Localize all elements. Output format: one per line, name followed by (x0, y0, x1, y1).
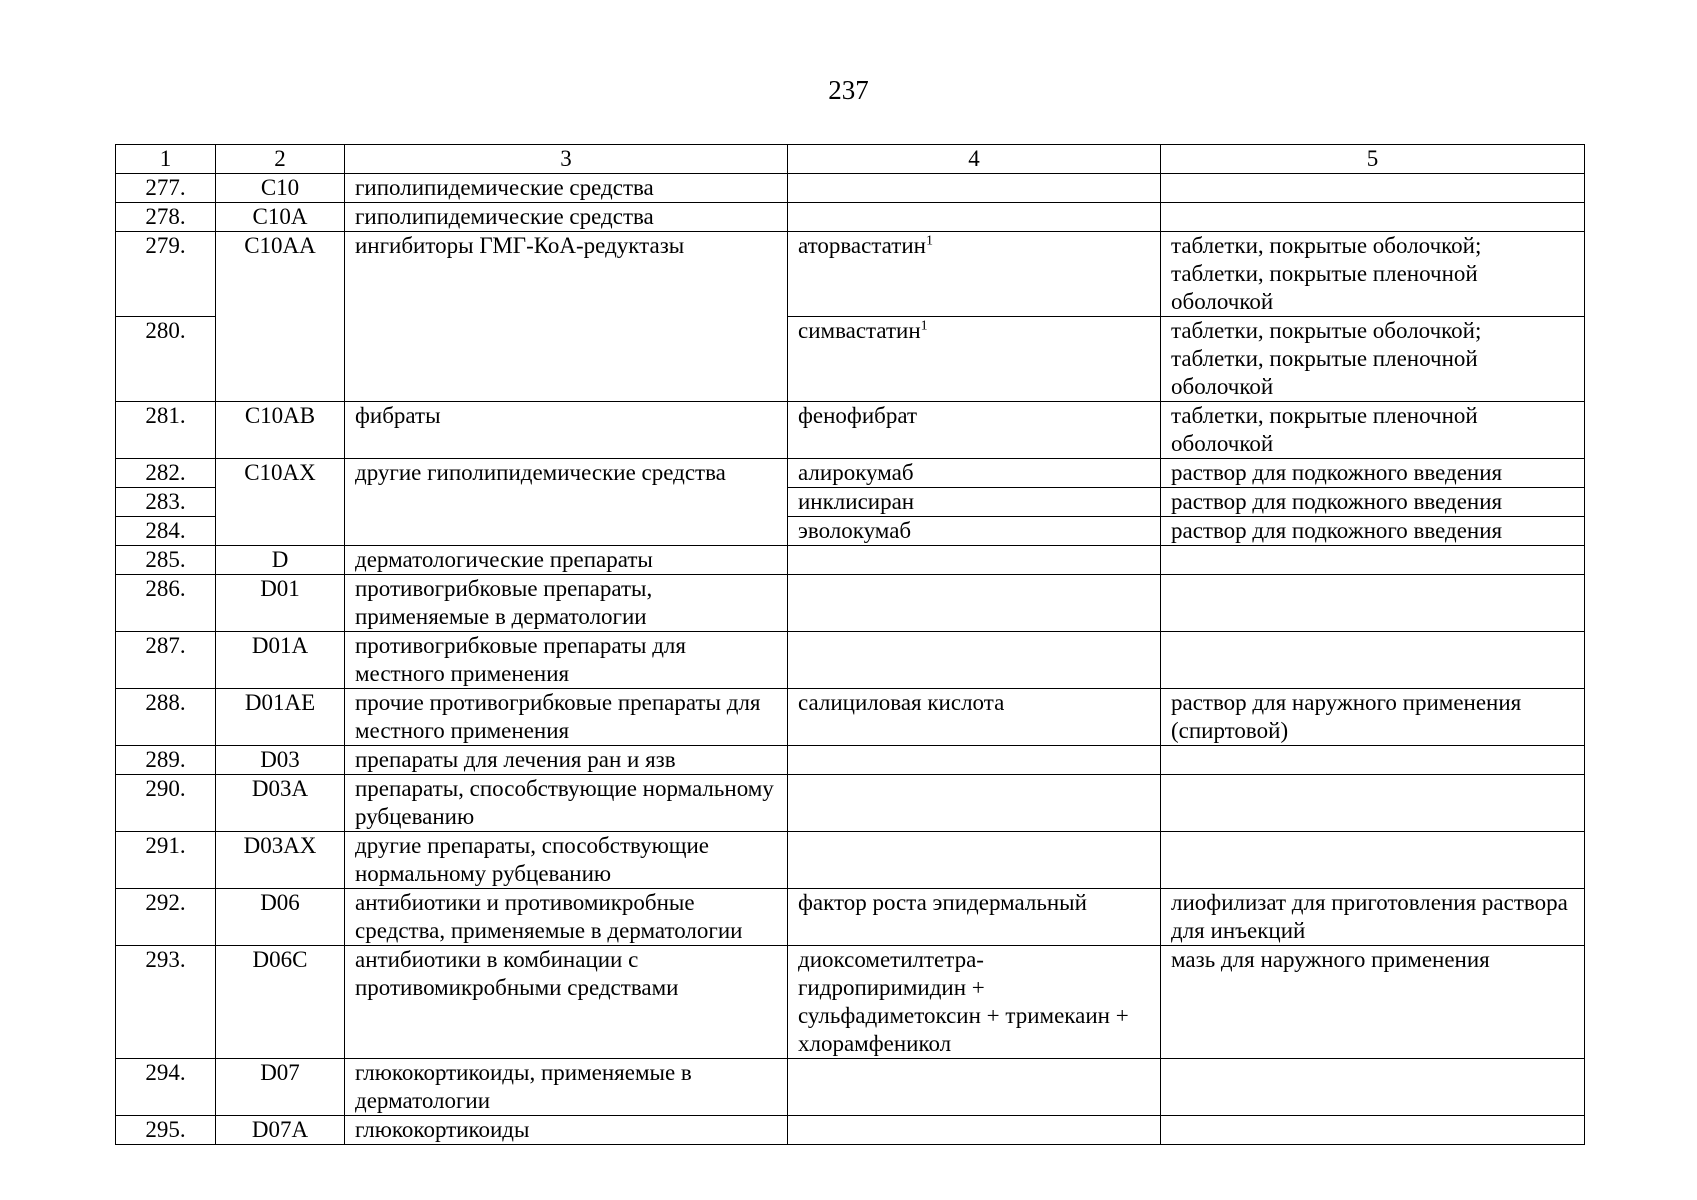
drug-name: диоксометилтетра-гидропиримидин + сульфадиметоксин + тримекаин + хлорамфеникол (788, 946, 1161, 1059)
dosage-form: раствор для подкожного введения (1161, 517, 1585, 546)
dosage-form: раствор для подкожного введения (1161, 488, 1585, 517)
atc-code: C10 (216, 174, 345, 203)
anatomical-group: противогрибковые препараты для местного применения (345, 632, 788, 689)
table-row (116, 832, 1585, 889)
table-row (116, 689, 1585, 746)
atc-code: D03A (216, 775, 345, 832)
drug-name: алирокумаб (788, 459, 1161, 488)
table-row (116, 203, 1585, 232)
drug-name: фенофибрат (788, 402, 1161, 459)
dosage-form (1161, 746, 1585, 775)
row-number: 284. (116, 517, 216, 546)
header-cell: 2 (216, 145, 345, 174)
row-number: 283. (116, 488, 216, 517)
row-number: 291. (116, 832, 216, 889)
atc-code: D06C (216, 946, 345, 1059)
drug-name (788, 1059, 1161, 1116)
dosage-form (1161, 775, 1585, 832)
anatomical-group: антибиотики в комбинации с противомикробными средствами (345, 946, 788, 1059)
drug-table (115, 144, 1585, 1145)
dosage-form (1161, 203, 1585, 232)
dosage-form: таблетки, покрытые пленочной оболочкой (1161, 402, 1585, 459)
row-number: 281. (116, 402, 216, 459)
row-number: 277. (116, 174, 216, 203)
atc-code: D01 (216, 575, 345, 632)
header-cell: 4 (788, 145, 1161, 174)
row-number: 293. (116, 946, 216, 1059)
atc-code: D06 (216, 889, 345, 946)
row-number: 295. (116, 1116, 216, 1145)
drug-name: фактор роста эпидермальный (788, 889, 1161, 946)
table-row (116, 546, 1585, 575)
table-header-row (116, 145, 1585, 174)
dosage-form: таблетки, покрытые оболочкой; таблетки, покрытые пленочной оболочкой (1161, 232, 1585, 317)
anatomical-group: противогрибковые препараты, применяемые в дерматологии (345, 575, 788, 632)
dosage-form (1161, 632, 1585, 689)
table-row (116, 946, 1585, 1059)
drug-name (788, 632, 1161, 689)
drug-name (788, 317, 1161, 402)
dosage-form (1161, 1116, 1585, 1145)
dosage-form (1161, 546, 1585, 575)
anatomical-group: препараты, способствующие нормальному рубцеванию (345, 775, 788, 832)
drug-name-text: симвастатин (798, 318, 921, 343)
table-row (116, 1059, 1585, 1116)
header-cell: 5 (1161, 145, 1585, 174)
row-number: 288. (116, 689, 216, 746)
footnote-mark: 1 (925, 233, 933, 249)
row-number: 279. (116, 232, 216, 317)
table-row (116, 232, 1585, 317)
atc-code: D (216, 546, 345, 575)
anatomical-group: антибиотики и противомикробные средства, применяемые в дерматологии (345, 889, 788, 946)
drug-name: эволокумаб (788, 517, 1161, 546)
dosage-form: лиофилизат для приготовления раствора для инъекций (1161, 889, 1585, 946)
dosage-form (1161, 174, 1585, 203)
anatomical-group: гиполипидемические средства (345, 174, 788, 203)
drug-name: салициловая кислота (788, 689, 1161, 746)
row-number: 287. (116, 632, 216, 689)
row-number: 286. (116, 575, 216, 632)
row-number: 285. (116, 546, 216, 575)
atc-code: C10AB (216, 402, 345, 459)
row-number: 289. (116, 746, 216, 775)
row-number: 292. (116, 889, 216, 946)
dosage-form (1161, 1059, 1585, 1116)
page-number: 237 (828, 75, 869, 105)
drug-name (788, 746, 1161, 775)
drug-name: инклисиран (788, 488, 1161, 517)
drug-name (788, 546, 1161, 575)
table-row (116, 1116, 1585, 1145)
anatomical-group: глюкокортикоиды (345, 1116, 788, 1145)
anatomical-group: препараты для лечения ран и язв (345, 746, 788, 775)
drug-name (788, 203, 1161, 232)
drug-name (788, 232, 1161, 317)
atc-code: C10A (216, 203, 345, 232)
anatomical-group: прочие противогрибковые препараты для местного применения (345, 689, 788, 746)
atc-code: D03AX (216, 832, 345, 889)
table-row (116, 746, 1585, 775)
dosage-form: раствор для подкожного введения (1161, 459, 1585, 488)
table-row (116, 459, 1585, 488)
anatomical-group: другие гиполипидемические средства (345, 459, 788, 546)
atc-code: D01A (216, 632, 345, 689)
anatomical-group: дерматологические препараты (345, 546, 788, 575)
footnote-mark: 1 (920, 318, 928, 334)
drug-name (788, 775, 1161, 832)
dosage-form: раствор для наружного применения (спиртовой) (1161, 689, 1585, 746)
header-cell: 3 (345, 145, 788, 174)
atc-code: D03 (216, 746, 345, 775)
row-number: 290. (116, 775, 216, 832)
dosage-form: мазь для наружного применения (1161, 946, 1585, 1059)
table-row (116, 402, 1585, 459)
atc-code: D07 (216, 1059, 345, 1116)
drug-name (788, 832, 1161, 889)
atc-code: C10AA (216, 232, 345, 402)
dosage-form (1161, 575, 1585, 632)
table-row (116, 632, 1585, 689)
anatomical-group: фибраты (345, 402, 788, 459)
table-row (116, 575, 1585, 632)
drug-name (788, 575, 1161, 632)
row-number: 294. (116, 1059, 216, 1116)
atc-code: C10AX (216, 459, 345, 546)
row-number: 280. (116, 317, 216, 402)
anatomical-group: глюкокортикоиды, применяемые в дерматологии (345, 1059, 788, 1116)
header-cell: 1 (116, 145, 216, 174)
row-number: 282. (116, 459, 216, 488)
table-row (116, 889, 1585, 946)
table-row (116, 775, 1585, 832)
row-number: 278. (116, 203, 216, 232)
drug-name (788, 1116, 1161, 1145)
drug-name (788, 174, 1161, 203)
drug-name-text: аторвастатин (798, 233, 926, 258)
atc-code: D07A (216, 1116, 345, 1145)
anatomical-group: другие препараты, способствующие нормальному рубцеванию (345, 832, 788, 889)
table-row (116, 174, 1585, 203)
anatomical-group: гиполипидемические средства (345, 203, 788, 232)
anatomical-group: ингибиторы ГМГ-КоА-редуктазы (345, 232, 788, 402)
atc-code: D01AE (216, 689, 345, 746)
dosage-form: таблетки, покрытые оболочкой; таблетки, покрытые пленочной оболочкой (1161, 317, 1585, 402)
dosage-form (1161, 832, 1585, 889)
